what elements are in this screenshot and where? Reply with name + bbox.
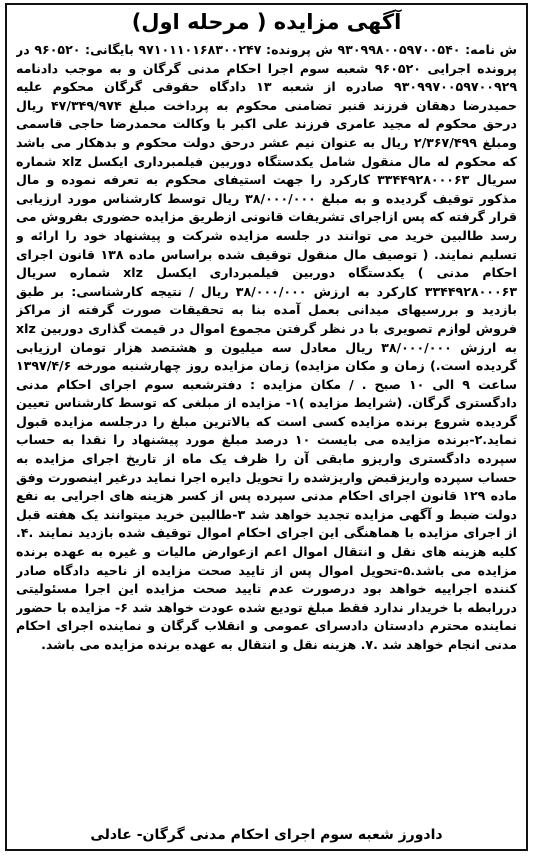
notice-signature: دادورز شعبه سوم اجرای احکام مدنی گرگان- عادلی: [90, 827, 443, 843]
notice-body: [16, 41, 517, 806]
notice-frame: [5, 3, 528, 851]
notice-title: آگهی مزایده ( مرحله اول): [131, 10, 402, 34]
notice-paragraph: ش نامه: ۹۳۰۹۹۸۰۰۵۹۷۰۰۵۴۰ ش پرونده: ۹۷۱۰۱۱۰۱۶۸۳۰۰۲۴۷ بایگانی: ۹۶۰۵۲۰ در پرونده اجرایی ۹۶۰۵۲۰ شعبه سوم اجرا احکام مدنی گرگان و به موجب دادنامه ۹۳۰۹۹۷۰۰۵۹۷۰۰۹۲۹ صادره از شعبه ۱۳ دادگاه حقوقی گرگان محکوم علیه حمیدرضا دهقان فرزند قنبر تضامنی محکوم به پرداخت مبلغ ۴۷/۳۴۹/۹۷۴ ریال درحق محکوم له مجید عامری فرزند علی اکبر با وکالت محمدرضا حاجی قاسمی ومبلغ ۲/۳۶۷/۴۹۹ ریال به عنوان نیم عشر درحق دولت محکوم و بدهکار می باشد که محکوم له مال منقول شامل یکدستگاه دوربین فیلمبرداری ایکسل xlz شماره سریال ۳۳۴۴۹۲۸۰۰۰۶۳ کارکرد را جهت استیفای محکوم به تعرفه نموده و مال مذکور توقیف گردیده و به مبلغ ۳۸/۰۰۰/۰۰۰ ریال توسط کارشناس مورد ارزیابی قرار گرفته که پس ازاجرای تشریفات قانونی ازطریق مزایده حضوری بفروش می رسد طالبین خرید می توانند در جلسه مزایده شرکت و پیشنهاد خود را ارائه و تسلیم نمایند. ( توصیف مال منقول توقیف شده براساس ماده ۱۳۸ قانون اجرای احکام مدنی ) یکدستگاه دوربین فیلمبرداری ایکسل xlz شماره سریال ۳۳۴۴۹۲۸۰۰۰۶۳ کارکرد به ارزش ۳۸/۰۰۰/۰۰۰ ریال / نتیجه کارشناسی: بر طبق بازدید و بررسیهای میدانی بعمل آمده بنا به تحقیقات صورت گرفته از مراکز فروش لوازم تصویری با در نظر گرفتن مجموع اموال در قیمت گذاری دوربین xlz به ارزش ۳۸/۰۰۰/۰۰۰ ریال معادل سه میلیون و هشتصد هزار تومان ارزیابی گردیده است.) زمان و مکان مزایده) زمان مزایده روز چهارشنبه مورخه ۱۳۹۷/۴/۶ ساعت ۹ الی ۱۰ صبح . / مکان مزایده : دفترشعبه سوم اجرای احکام مدنی دادگستری گرگان. (شرایط مزایده )۱- مزایده از مبلغی که توسط کارشناس تعیین گردیده شروع برنده مزایده کسی است که بالاترین مبلغ را درجلسه مزایده قبول نماید.۲-برنده مزایده می بایست ۱۰ درصد مبلغ مورد پیشنهاد را نقدا به حساب سپرده دادگستری واریزو مابقی آن را ظرف یک ماه از تاریخ اجرای مزایده به حساب سپرده واریزقبض واریزشده را تحویل دایره اجرا نماید درغیر اینصورت وفق ماده ۱۲۹ قانون اجرای احکام مدنی سپرده پس از کسر هزینه های اجرایی به نفع دولت ضبط و آگهی مزایده تجدید خواهد شد ۳-طالبین خرید میتوانند یک هفته قبل از اجرای مزایده با هماهنگی این اجرای احکام اموال توقیف شده بازدید نمایند .۴. کلیه هزینه های نقل و انتقال اموال اعم ازعوارض مالیات و غیره به عهده برنده مزایده می باشد.۵-تحویل اموال پس از تایید صحت مزایده از ناحیه دادگاه صادر کننده اجراییه خواهد بود درصورت عدم تایید صحت مزایده این اجرا مسئولیتی دررابطه با خریدار ندارد فقط مبلغ تودیع شده عودت خواهد شد ۶- مزایده با حضور نماینده محترم دادستان دادسرای عمومی و انقلاب گرگان و نماینده اجرای احکام مدنی انجام خواهد شد .۷. هزینه نقل و انتقال به عهده برنده مزایده می باشد.: [16, 42, 517, 652]
